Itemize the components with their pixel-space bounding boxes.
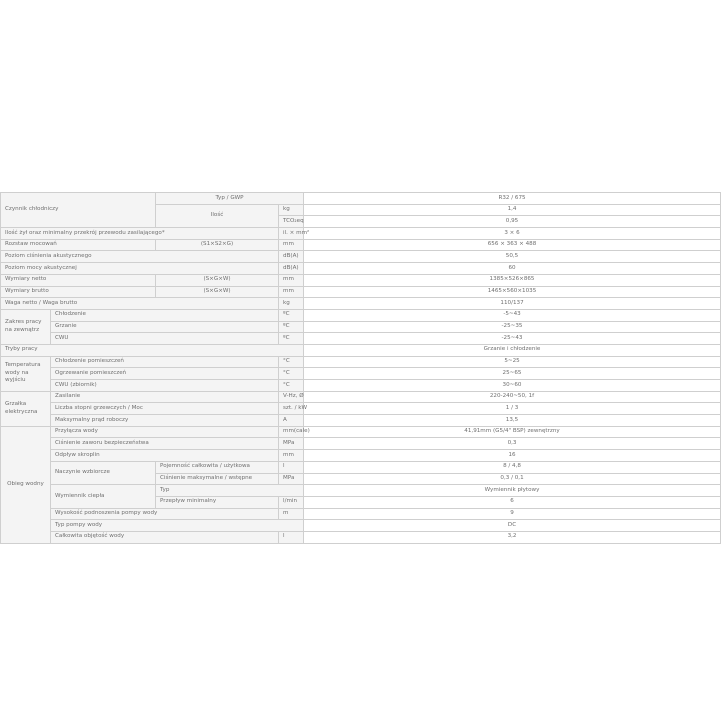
- table-row: [1, 321, 721, 333]
- row-value: 13,5: [304, 415, 721, 427]
- row-label: Ogrzewanie pomieszczeń: [51, 368, 279, 380]
- table-row: [1, 286, 721, 298]
- row-value: 1,4: [304, 204, 721, 216]
- row-value: 60: [304, 263, 721, 275]
- row-unit: ºC: [279, 321, 304, 333]
- row-value: -25~35: [304, 321, 721, 333]
- row-label: Wymiary netto: [1, 274, 156, 286]
- row-value: 30~60: [304, 380, 721, 392]
- row-sublabel: Typ: [156, 485, 304, 497]
- row-value: 0,95: [304, 216, 721, 228]
- row-value: Grzanie i chłodzenie: [304, 344, 721, 356]
- row-value: 0,3 / 0,1: [304, 473, 721, 485]
- row-unit: kg: [279, 204, 304, 216]
- table-row: [1, 415, 721, 427]
- row-unit: °C: [279, 368, 304, 380]
- table-row: [1, 251, 721, 263]
- row-value: 6: [304, 496, 721, 508]
- row-label: Poziom mocy akustycznej: [1, 263, 279, 275]
- row-label: Czynnik chłodniczy: [1, 193, 156, 228]
- row-unit: °C: [279, 380, 304, 392]
- row-label: CWU (zbiornik): [51, 380, 279, 392]
- table-row: [1, 309, 721, 321]
- table-row: [1, 450, 721, 462]
- row-unit: mm: [279, 239, 304, 251]
- row-value: 50,5: [304, 251, 721, 263]
- table-row: [1, 228, 721, 240]
- table-row: [1, 298, 721, 310]
- specification-table: [0, 192, 721, 544]
- row-label: Naczynie wzbiorcze: [51, 461, 156, 484]
- table-row: [1, 263, 721, 275]
- row-symbol: (S×G×W): [156, 274, 279, 286]
- row-label: Przyłącza wody: [51, 426, 279, 438]
- row-value: 3,2: [304, 531, 721, 543]
- group-label: Zakres pracy na zewnątrz: [1, 309, 51, 344]
- table-row: [1, 356, 721, 368]
- row-unit: szt. / kW: [279, 403, 304, 415]
- row-value: 3 × 6: [304, 228, 721, 240]
- row-unit: TCO₂eq: [279, 216, 304, 228]
- row-unit: dB(A): [279, 263, 304, 275]
- row-sublabel: Pojemność całkowita / użytkowa: [156, 461, 279, 473]
- row-value: 0,3: [304, 438, 721, 450]
- group-label: Temperatura wody na wyjściu: [1, 356, 51, 391]
- table-row: [1, 193, 721, 205]
- table-row: [1, 531, 721, 543]
- table-row: [1, 461, 721, 473]
- row-unit: A: [279, 415, 304, 427]
- row-unit: MPa: [279, 473, 304, 485]
- row-label: Chłodzenie: [51, 309, 279, 321]
- row-label: Wymiennik ciepła: [51, 485, 156, 508]
- row-label: Waga netto / Waga brutto: [1, 298, 279, 310]
- row-sublabel: Przepływ minimalny: [156, 496, 279, 508]
- row-label: Ilość żył oraz minimalny przekrój przewodu zasilającego*: [1, 228, 279, 240]
- row-label: Ilość: [156, 204, 279, 227]
- table-row: [1, 344, 721, 356]
- row-label: Całkowita objętość wody: [51, 531, 279, 543]
- row-label: Poziom ciśnienia akustycznego: [1, 251, 279, 263]
- table-row: [1, 380, 721, 392]
- table-row: [1, 391, 721, 403]
- row-value: 5~25: [304, 356, 721, 368]
- row-value: 656 × 363 × 488: [304, 239, 721, 251]
- row-label: Maksymalny prąd roboczy: [51, 415, 279, 427]
- row-value: 9: [304, 508, 721, 520]
- row-label: Typ pompy wody: [51, 520, 304, 532]
- row-label: Ciśnienie zaworu bezpieczeństwa: [51, 438, 279, 450]
- table-row: [1, 239, 721, 251]
- row-value: 1385×526×865: [304, 274, 721, 286]
- table-row: [1, 274, 721, 286]
- row-symbol: (S×G×W): [156, 286, 279, 298]
- row-value: 16: [304, 450, 721, 462]
- row-unit: l: [279, 461, 304, 473]
- row-value: 220-240~50, 1f: [304, 391, 721, 403]
- row-unit: mm(cale): [279, 426, 304, 438]
- row-unit: ºC: [279, 309, 304, 321]
- group-label: Obieg wodny: [1, 426, 51, 543]
- row-unit: mm: [279, 274, 304, 286]
- row-unit: ºC: [279, 333, 304, 345]
- row-unit: il. × mm²: [279, 228, 304, 240]
- row-unit: °C: [279, 356, 304, 368]
- row-unit: l/min: [279, 496, 304, 508]
- row-value: DC: [304, 520, 721, 532]
- row-label: Grzanie: [51, 321, 279, 333]
- row-value: 25~65: [304, 368, 721, 380]
- row-label: Odpływ skroplin: [51, 450, 279, 462]
- table-row: [1, 333, 721, 345]
- row-unit: l: [279, 531, 304, 543]
- row-value: -25~43: [304, 333, 721, 345]
- table-row: [1, 438, 721, 450]
- row-label: Typ / GWP: [156, 193, 304, 205]
- row-label: Rozstaw mocowań: [1, 239, 156, 251]
- row-value: -5~43: [304, 309, 721, 321]
- row-value: 1 / 3: [304, 403, 721, 415]
- row-label: Chłodzenie pomieszczeń: [51, 356, 279, 368]
- row-label: Wymiary brutto: [1, 286, 156, 298]
- row-label: Wysokość podnoszenia pompy wody: [51, 508, 279, 520]
- table-row: [1, 485, 721, 497]
- row-label: Tryby pracy: [1, 344, 304, 356]
- row-unit: mm: [279, 286, 304, 298]
- row-sublabel: Ciśnienie maksymalne / wstępne: [156, 473, 279, 485]
- row-unit: dB(A): [279, 251, 304, 263]
- row-value: Wymiennik płytowy: [304, 485, 721, 497]
- row-label: CWU: [51, 333, 279, 345]
- row-symbol: (S1×S2×G): [156, 239, 279, 251]
- table-row: [1, 520, 721, 532]
- row-value: 41,91mm (G5/4" BSP) zewnętrzny: [304, 426, 721, 438]
- row-value: R32 / 675: [304, 193, 721, 205]
- table-row: [1, 426, 721, 438]
- row-unit: V-Hz, Ø: [279, 391, 304, 403]
- row-label: Liczba stopni grzewczych / Moc: [51, 403, 279, 415]
- row-unit: mm: [279, 450, 304, 462]
- row-unit: kg: [279, 298, 304, 310]
- row-unit: m: [279, 508, 304, 520]
- row-label: Zasilanie: [51, 391, 279, 403]
- row-value: 8 / 4,8: [304, 461, 721, 473]
- table-row: [1, 368, 721, 380]
- table-row: [1, 508, 721, 520]
- row-unit: MPa: [279, 438, 304, 450]
- row-value: 1465×560×1035: [304, 286, 721, 298]
- row-value: 110/137: [304, 298, 721, 310]
- table-row: [1, 403, 721, 415]
- group-label: Grzałka elektryczna: [1, 391, 51, 426]
